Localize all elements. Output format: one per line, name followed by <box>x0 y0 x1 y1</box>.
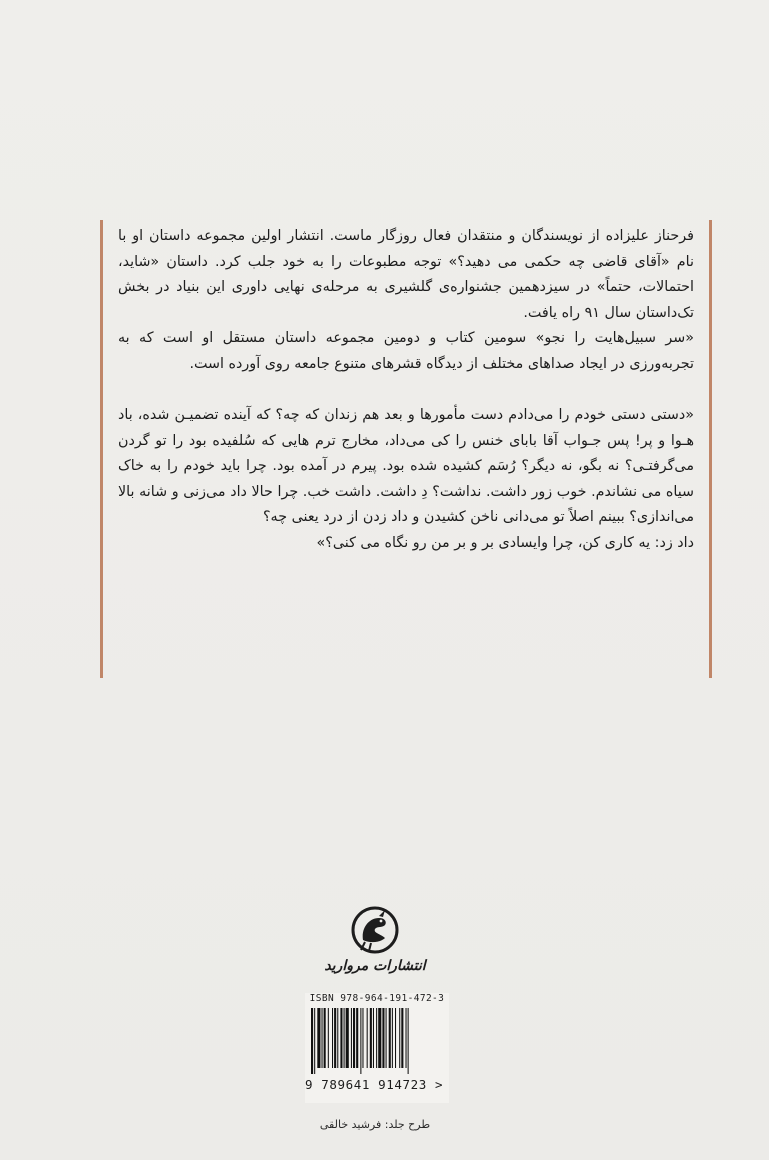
blurb-block <box>100 220 712 678</box>
barcode-bar <box>351 1008 352 1068</box>
barcode-bar <box>392 1008 393 1068</box>
barcode-bar <box>360 1008 361 1074</box>
barcode-bar <box>382 1008 384 1068</box>
barcode-bar <box>337 1008 338 1068</box>
barcode-bar <box>346 1008 349 1068</box>
barcode-bar <box>340 1008 342 1068</box>
blurb-intro-paragraph: فرحناز علیزاده از نویسندگان و منتقدان فعال روزگار ماست. انتشار اولین مجموعه داستان او با نام «آقای قاضی چه حکمی می دهید؟» توجه مطبوعات را به خود جلب کرد. داستان «شاید، احتمالات، حتماً» در سیزدهمین جشنواره‌ی گلشیری به مرحله‌ی نهایی داوری این بنیاد در بخش تک‌داستان سال ۹۱ راه یافت. <box>118 228 694 321</box>
barcode-bar <box>353 1008 355 1068</box>
barcode-bar <box>314 1008 315 1074</box>
barcode-bar <box>370 1008 372 1068</box>
barcode-bar <box>362 1008 363 1068</box>
blurb-second-paragraph: «سر سبیل‌هایت را نجو» سومین کتاب و دومین مجموعه داستان مستقل او است که به تجربه‌ورزی در ایجاد صداهای مختلف از دیدگاه قشرهای متنوع جامعه روی آورده است. <box>118 330 694 372</box>
publisher-name: انتشارات مروارید <box>324 958 426 974</box>
right-vertical-rule <box>709 220 712 678</box>
barcode-bar <box>395 1008 396 1068</box>
barcode-bar <box>389 1008 391 1068</box>
barcode-bar <box>344 1008 345 1068</box>
left-vertical-rule <box>100 220 103 678</box>
barcode-bar <box>317 1008 320 1068</box>
barcode-bar <box>324 1008 326 1068</box>
barcode-bar <box>322 1008 323 1068</box>
barcode-bar <box>328 1008 329 1068</box>
barcode-bar <box>367 1008 368 1068</box>
barcode-bar <box>334 1008 336 1068</box>
barcode-bar <box>378 1008 381 1068</box>
isbn-digits: 9 789641 914723 > <box>305 1077 444 1092</box>
barcode-bar <box>399 1008 400 1068</box>
cover-design-credit: طرح جلد: فرشید خالقی <box>319 1118 431 1131</box>
blurb-text <box>118 224 694 556</box>
barcode-bar <box>373 1008 374 1068</box>
barcode-bar <box>311 1008 313 1074</box>
isbn-label: ISBN 978-964-191-472-3 <box>309 993 445 1004</box>
barcode-bar <box>401 1008 403 1068</box>
barcode-bar <box>406 1008 407 1068</box>
isbn-barcode-block <box>305 993 449 1103</box>
blurb-quote-end: داد زد: یه کاری کن، چرا وایسادی بر و بر من رو نگاه می کنی؟» <box>316 534 694 551</box>
barcode <box>307 1008 447 1074</box>
barcode-bar <box>376 1008 377 1068</box>
barcode-bar <box>332 1008 333 1068</box>
barcode-bar <box>408 1008 409 1074</box>
blurb-quote-paragraph: «دستی دستی خودم را می‌دادم دست مأمورها و بعد هم زندان که چه؟ که آینده تضمیـن شده، باد هـوا و پر! پس جـواب آقا بابای خنس را کی می‌داد، مخارج ترم هایی که سُلفیده بود را تو گردن می‌گرفتـی؟ نه بگو، نه دیگر؟ رُسَم کشیده شده بود. پیرم در آمده بود. چرا باید خودم را به خاک سیاه می نشاندم. خوب زور داشت. نداشت؟ دِ داشت. داشت خب. چرا حالا داد می‌زنی و شانه بالا می‌اندازی؟ ببینم اصلاً تو می‌دانی ناخن کشیدن و داد زدن از درد یعنی چه؟ <box>118 407 694 525</box>
barcode-bar <box>356 1008 358 1068</box>
barcode-bar <box>386 1008 387 1068</box>
